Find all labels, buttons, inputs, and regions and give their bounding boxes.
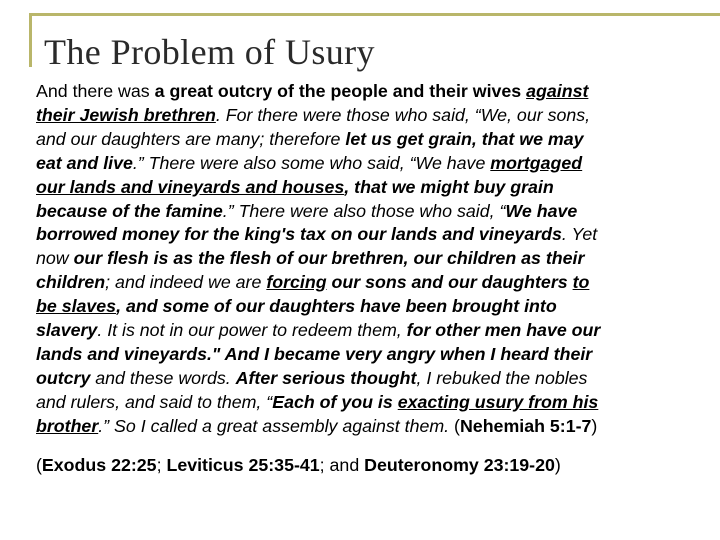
passage-text-segment: their Jewish brethren — [36, 104, 216, 125]
passage-text-segment: outcry — [36, 367, 91, 388]
passage-text-segment: for other men have our — [406, 320, 601, 341]
scripture-references — [36, 453, 686, 477]
passage-text-segment: .” So I called a great assembly against them. — [98, 415, 455, 436]
passage-text-segment: and these words. — [90, 367, 236, 388]
passage-text-segment: let us get grain, that we may — [345, 128, 584, 149]
passage-text-segment: exacting usury from his — [397, 391, 599, 412]
passage-text-segment: our flesh is as the flesh of our brethren, our children as their — [73, 248, 585, 269]
passage-text-segment: And there was — [36, 81, 155, 101]
reference-text-segment: Exodus 22:25 — [41, 454, 157, 475]
passage-text-segment: our lands and vineyards and houses — [36, 176, 345, 197]
passage-text-segment: mortgaged — [490, 152, 583, 173]
passage-text-segment: and our daughters are many; therefore — [36, 128, 346, 149]
passage-line — [36, 128, 686, 152]
title-accent-horizontal-rule — [29, 13, 720, 16]
passage-text-segment: ; and indeed we are — [105, 272, 267, 293]
passage-line — [36, 176, 686, 200]
passage-line — [36, 152, 686, 176]
passage-text-segment: , that we might buy grain — [344, 176, 554, 197]
passage-text-segment: After serious thought — [235, 367, 417, 388]
passage-text-segment: .” There were also those who said, “ — [222, 200, 506, 221]
passage-text-segment: . Yet — [561, 224, 598, 245]
passage-text-segment: lands and vineyards." And I became very angry when I heard their — [36, 343, 593, 364]
reference-text-segment: ; — [156, 454, 167, 475]
passage-text-segment: children — [36, 272, 106, 293]
passage-text-segment: Each of you is — [272, 391, 398, 412]
reference-text-segment: Leviticus 25:35-41 — [166, 454, 320, 475]
passage-line — [36, 200, 686, 224]
passage-line — [36, 367, 686, 391]
passage-line — [36, 295, 686, 319]
passage-text-segment: . For there were those who said, “We, our sons, — [215, 104, 591, 125]
passage-line — [36, 80, 686, 104]
passage-text-segment: Nehemiah 5:1-7 — [459, 415, 592, 436]
passage-line — [36, 271, 686, 295]
passage-text-segment: ) — [591, 415, 598, 436]
passage-text-segment: We have — [505, 200, 578, 221]
passage-text-segment: to — [572, 272, 590, 293]
passage-text-segment: slavery — [36, 320, 98, 341]
passage-text-segment: . It is not in our power to redeem them, — [97, 320, 407, 341]
passage-text-segment: forcing — [266, 272, 327, 293]
passage-line — [36, 415, 686, 439]
passage-text-segment: borrowed money for the king's tax on our lands and vineyards — [36, 224, 562, 245]
passage-text-segment: , I rebuked the nobles — [416, 367, 588, 388]
passage-text-segment: ( — [454, 415, 460, 436]
passage-line — [36, 343, 686, 367]
reference-text-segment: ) — [554, 454, 561, 475]
passage-text-segment: , and some of our daughters have been brought into — [116, 296, 557, 317]
reference-text-segment: ; and — [319, 454, 365, 475]
passage-text-segment: against — [526, 81, 589, 101]
passage-line — [36, 391, 686, 415]
passage-line — [36, 247, 686, 271]
slide-title: The Problem of Usury — [44, 32, 375, 72]
passage-text-segment: a great outcry of the people and their wives — [154, 81, 527, 101]
passage-line — [36, 104, 686, 128]
passage-text-segment: and rulers, and said to them, “ — [36, 391, 273, 412]
reference-text-segment: Deuteronomy 23:19-20 — [364, 454, 555, 475]
passage-line — [36, 319, 686, 343]
passage-line — [36, 223, 686, 247]
passage-text-segment: be slaves — [36, 296, 117, 317]
passage-text-segment: our sons and our daughters — [326, 272, 573, 293]
scripture-passage — [36, 80, 686, 477]
passage-lines — [36, 80, 686, 439]
passage-text-segment: brother — [36, 415, 99, 436]
passage-text-segment: now — [36, 248, 74, 269]
passage-text-segment: eat and live — [36, 152, 133, 173]
passage-text-segment: because of the famine — [36, 200, 223, 221]
reference-text-segment: ( — [36, 454, 42, 475]
title-accent-vertical-rule — [29, 13, 32, 67]
passage-text-segment: .” There were also some who said, “We have — [132, 152, 491, 173]
